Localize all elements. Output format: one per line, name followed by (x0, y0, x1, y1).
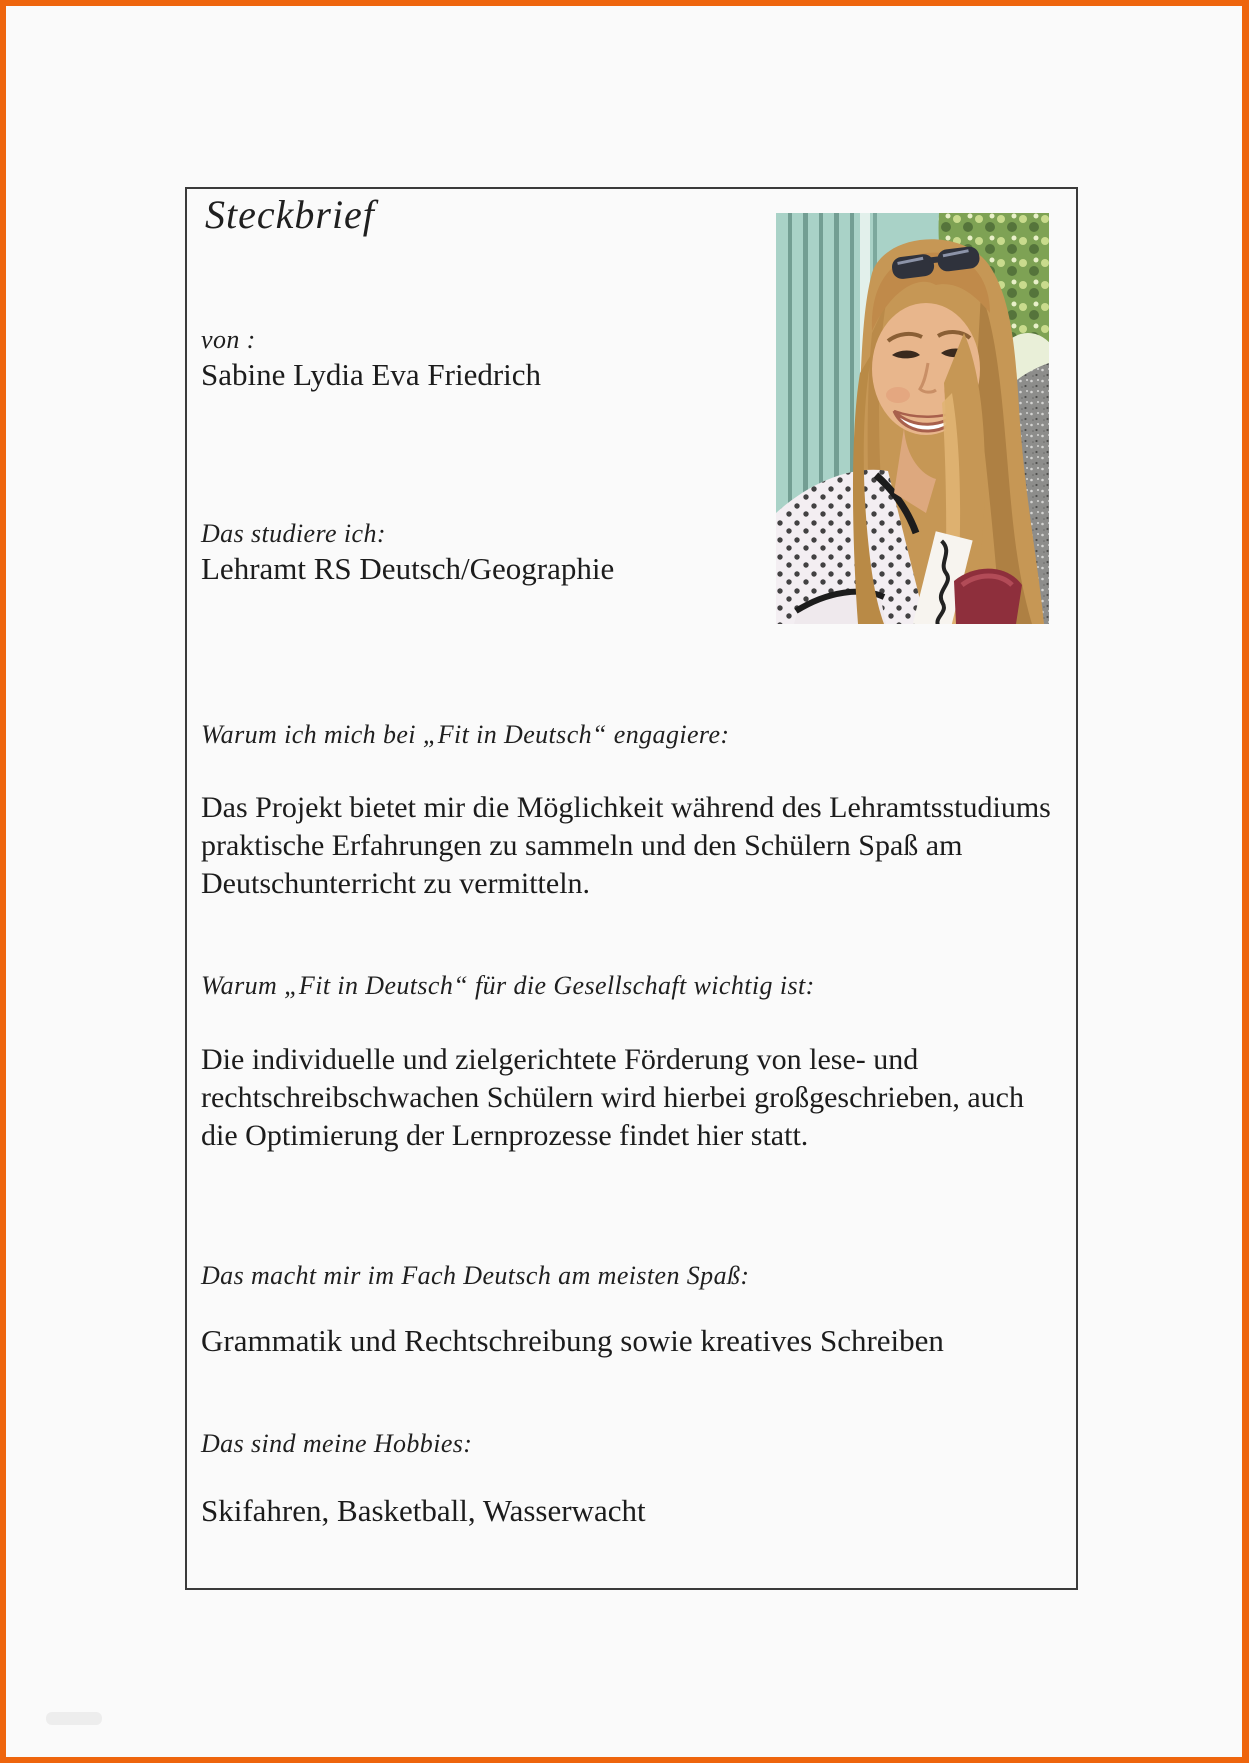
scan-smudge (46, 1712, 102, 1725)
label-von: von : (201, 325, 256, 354)
page-title: Steckbrief (205, 192, 375, 237)
value-why-important: Die individuelle und zielgerichtete Förderung von lese- und rechtschreibschwachen Schülern wird hierbei großgeschrieben, auch die Optimierung der Lernprozesse findet hier statt. (201, 1043, 1024, 1152)
profile-sheet-frame (185, 187, 1078, 1590)
label-hobbies: Das sind meine Hobbies: (201, 1429, 473, 1458)
value-name: Sabine Lydia Eva Friedrich (201, 357, 542, 392)
value-favourite-german: Grammatik und Rechtschreibung sowie kreatives Schreiben (201, 1323, 944, 1358)
value-studies: Lehramt RS Deutsch/Geographie (201, 551, 615, 586)
label-favourite-german: Das macht mir im Fach Deutsch am meisten Spaß: (201, 1261, 750, 1290)
label-why-important: Warum „Fit in Deutsch“ für die Gesellschaft wichtig ist: (201, 971, 815, 1000)
profile-photo-illustration (776, 213, 1049, 624)
value-why-engaged: Das Projekt bietet mir die Möglichkeit während des Lehramtsstudiums praktische Erfahrungen zu sammeln und den Schülern Spaß am Deutschunterricht zu vermitteln. (201, 791, 1051, 900)
profile-photo (776, 213, 1049, 624)
label-why-engaged: Warum ich mich bei „Fit in Deutsch“ engagiere: (201, 720, 730, 749)
value-hobbies: Skifahren, Basketball, Wasserwacht (201, 1493, 646, 1528)
label-studies: Das studiere ich: (201, 519, 386, 548)
